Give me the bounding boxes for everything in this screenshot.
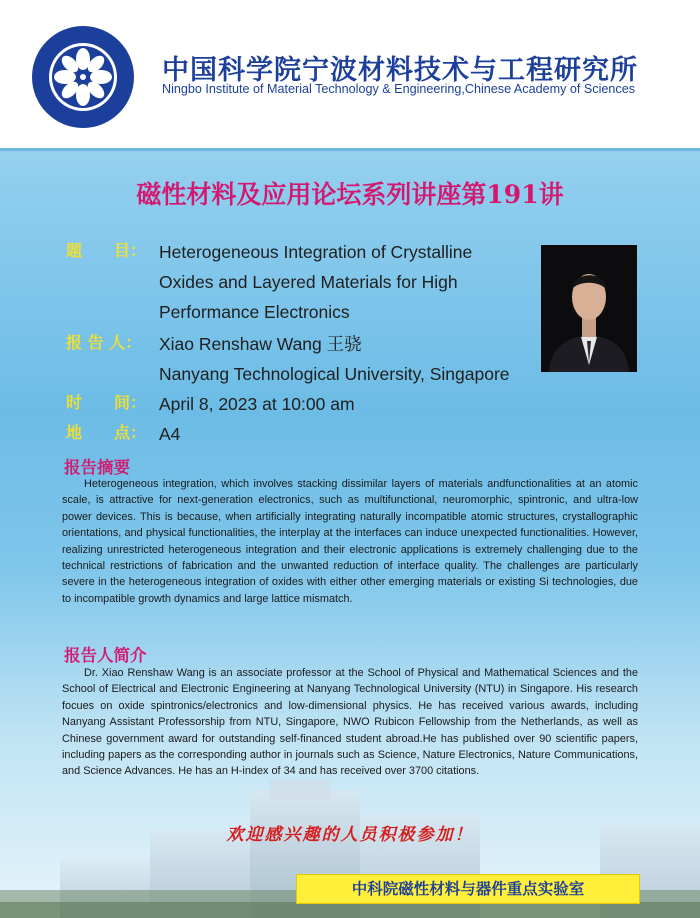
cas-logo-icon (31, 25, 135, 129)
abstract-heading: 报告摘要 (64, 458, 130, 477)
bio-text: Dr. Xiao Renshaw Wang is an associate professor at the School of Physical and Mathematical Sciences and the School of Electrical and Electronic Engineering at Nanyang Technological University (NTU) in Singapore. His research focues on oxide spintronics/electronics and low-dimensional physics. He has received various awards, including Nanyang Assistant Professorship from NTU, Singapore, NWO Rubicon Fellowship from the Netherlands, as well as Chinese government award for outstanding self-financed student abroad.He has published over 90 scientific papers, including papers as the corresponding author in journals such as Science, Nature Electronics, Nature Communications, and Science Advances. He has an H-index of 34 and has received over 3700 citations. (62, 667, 638, 778)
speaker-name: Xiao Renshaw Wang 王骁 (159, 334, 362, 354)
time-value: April 8, 2023 at 10:00 am (159, 394, 355, 414)
speaker-affiliation: Nanyang Technological University, Singapore (159, 364, 510, 384)
topic-line-1: Heterogeneous Integration of Crystalline (159, 242, 473, 262)
bio-heading: 报告人简介 (64, 646, 147, 665)
header (0, 0, 700, 151)
speaker-photo (541, 245, 637, 372)
lab-name-banner: 中科院磁性材料与器件重点实验室 (296, 874, 640, 904)
welcome-slogan: 欢迎感兴趣的人员积极参加！ (226, 825, 474, 845)
topic-line-3: Performance Electronics (159, 302, 350, 322)
place-label: 地 点： (66, 423, 147, 442)
abstract-text: Heterogeneous integration, which involves stacking dissimilar layers of materials andfunctionalities at an atomic scale, is attractive for next-generation electronics, such as multifunctional, neuromorphic, spintronic, and ultra-low power devices. This is because, when artificially integrating naturally incompatible atomic structures, crystallographic orientations, and physical functionalities, the interplay at the interfaces can induce unexpected functionalities. However, realizing unrestricted heterogeneous integration and their electronic applications is extremely challenging due to the technical restrictions of fabrication and the unwanted reduction of interface quality. The challenges are particularly severe in the heterogeneous integration of oxides with either other emerging materials or existing Si technologies, due to incompatible growth dynamics and large lattice mismatch. (62, 478, 638, 605)
place-value: A4 (159, 424, 181, 444)
institute-name-en: Ningbo Institute of Material Technology & Engineering,Chinese Academy of Sciences (162, 82, 636, 96)
speaker-portrait-icon (541, 245, 637, 372)
institute-name-cn: 中国科学院宁波材料技术与工程研究所 (162, 55, 638, 86)
topic-line-2: Oxides and Layered Materials for High (159, 272, 458, 292)
topic-label: 题 目： (66, 241, 147, 260)
speaker-label: 报 告 人： (66, 333, 142, 352)
time-label: 时 间： (66, 393, 147, 412)
lecture-title: 磁性材料及应用论坛系列讲座第191讲 (136, 180, 564, 209)
